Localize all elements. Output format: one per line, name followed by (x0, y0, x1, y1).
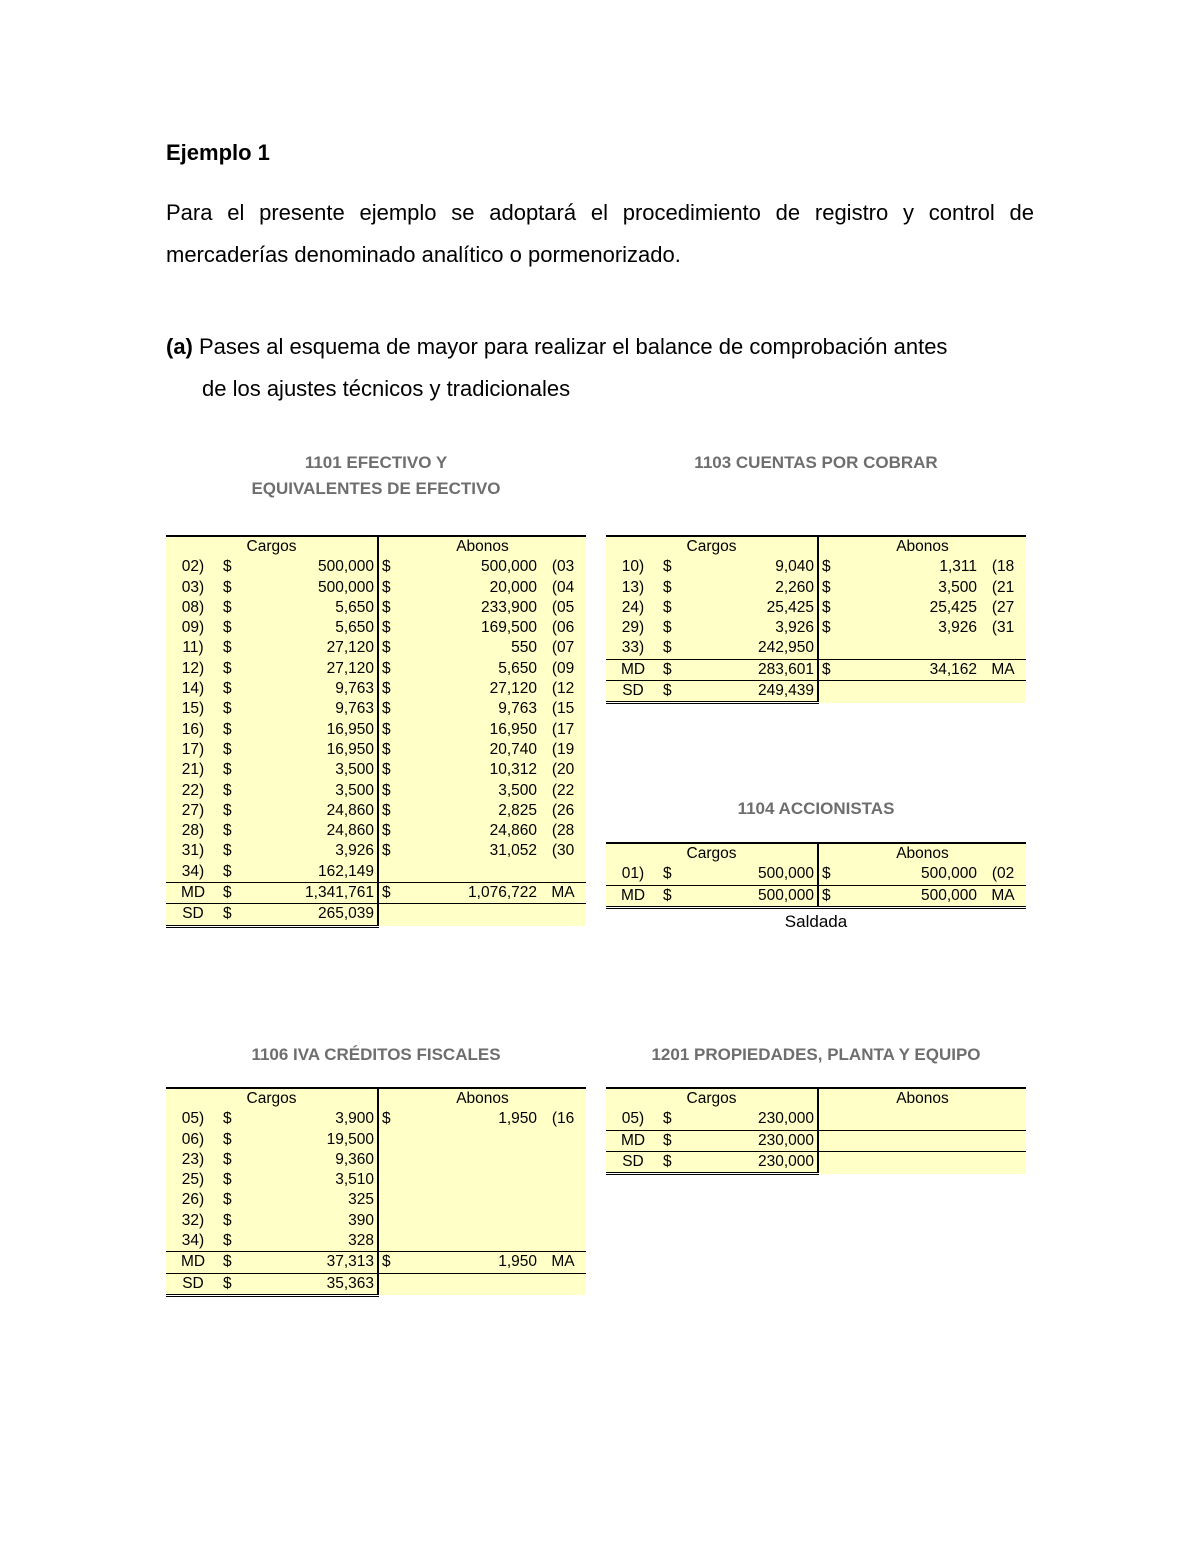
md-currency: $ (220, 1252, 242, 1273)
cargo-amount: 230,000 (682, 1109, 818, 1130)
sd-label: SD (606, 1151, 660, 1173)
ma-amount (840, 1130, 980, 1151)
md-label: MD (166, 883, 220, 904)
cargo-amount: 328 (242, 1231, 378, 1252)
ledger-row (166, 638, 586, 658)
entry-ref-abono (540, 1170, 586, 1190)
cargo-currency: $ (220, 1211, 242, 1231)
abono-amount (400, 1170, 540, 1190)
cargo-amount: 9,763 (242, 699, 378, 719)
cargo-currency: $ (220, 821, 242, 841)
cargos-header: Cargos (166, 536, 378, 557)
ledger-row (166, 1150, 586, 1170)
sd-empty (818, 681, 1026, 703)
ma-label: MA (980, 659, 1026, 680)
cargo-currency: $ (220, 841, 242, 861)
ledger-row (606, 557, 1026, 577)
cargo-currency: $ (220, 618, 242, 638)
abono-currency: $ (378, 638, 400, 658)
entry-ref: 05) (166, 1109, 220, 1129)
ledger-row (166, 740, 586, 760)
iva-title: 1106 IVA CRÉDITOS FISCALES (251, 1045, 501, 1064)
ledger-iva (166, 1087, 586, 1297)
md-amount: 283,601 (682, 659, 818, 680)
abono-amount (400, 1130, 540, 1150)
cargo-currency: $ (660, 1109, 682, 1130)
abonos-header: Abonos (818, 536, 1026, 557)
entry-ref-abono (540, 1231, 586, 1252)
entry-ref-abono: (27 (980, 598, 1026, 618)
ledger-accionistas (606, 842, 1026, 909)
cargo-amount: 3,926 (682, 618, 818, 638)
entry-ref: 27) (166, 801, 220, 821)
sd-empty (378, 904, 586, 926)
abono-amount: 25,425 (840, 598, 980, 618)
cargo-currency: $ (220, 720, 242, 740)
ledger-row (166, 1170, 586, 1190)
cargo-amount: 9,360 (242, 1150, 378, 1170)
abono-amount: 20,000 (400, 578, 540, 598)
cargo-currency: $ (220, 659, 242, 679)
entry-ref: 28) (166, 821, 220, 841)
sd-label: SD (606, 681, 660, 703)
ma-label: MA (980, 885, 1026, 907)
entry-ref: 24) (606, 598, 660, 618)
sd-row (606, 681, 1026, 703)
entry-ref: 16) (166, 720, 220, 740)
md-currency: $ (660, 885, 682, 907)
abono-currency: $ (378, 781, 400, 801)
cargo-currency: $ (220, 1170, 242, 1190)
entry-ref: 09) (166, 618, 220, 638)
ledger-header (606, 1088, 1026, 1109)
abono-amount: 500,000 (840, 864, 980, 885)
cargo-amount: 162,149 (242, 862, 378, 883)
abono-amount: 9,763 (400, 699, 540, 719)
ma-currency: $ (378, 883, 400, 904)
abono-amount: 31,052 (400, 841, 540, 861)
entry-ref-abono: (12 (540, 679, 586, 699)
abono-amount: 16,950 (400, 720, 540, 740)
cargo-amount: 325 (242, 1190, 378, 1210)
cargo-amount: 242,950 (682, 638, 818, 659)
abono-amount (840, 1109, 980, 1130)
entry-ref-abono: (19 (540, 740, 586, 760)
cargos-header: Cargos (606, 843, 818, 864)
abono-amount: 24,860 (400, 821, 540, 841)
ledger-row (606, 638, 1026, 659)
entry-ref-abono: (07 (540, 638, 586, 658)
cargos-header: Cargos (606, 1088, 818, 1109)
efectivo-title-line1: 1101 EFECTIVO Y (304, 453, 448, 472)
ledger-row (166, 699, 586, 719)
abono-currency: $ (378, 740, 400, 760)
md-amount: 1,341,761 (242, 883, 378, 904)
ledger-row (166, 659, 586, 679)
ledger-row (166, 578, 586, 598)
ma-amount: 34,162 (840, 659, 980, 680)
abono-currency (378, 1190, 400, 1210)
sd-currency: $ (220, 904, 242, 926)
cargo-currency: $ (220, 801, 242, 821)
accionistas-note: Saldada (784, 912, 848, 931)
entry-ref-abono: (31 (980, 618, 1026, 638)
cargo-currency: $ (220, 862, 242, 883)
abonos-header: Abonos (818, 843, 1026, 864)
intro-paragraph: Para el presente ejemplo se adoptará el procedimiento de registro y control de mercaderías denominado analítico o pormenorizado. (166, 200, 1034, 267)
cargo-currency: $ (220, 1150, 242, 1170)
cargo-amount: 2,260 (682, 578, 818, 598)
entry-ref-abono (540, 1190, 586, 1210)
abono-currency: $ (378, 598, 400, 618)
cargo-amount: 25,425 (682, 598, 818, 618)
sd-empty (378, 1273, 586, 1295)
ma-label (980, 1130, 1026, 1151)
sd-amount: 35,363 (242, 1273, 378, 1295)
cargo-currency: $ (220, 598, 242, 618)
abono-currency (378, 1130, 400, 1150)
cargo-amount: 16,950 (242, 740, 378, 760)
cargo-amount: 27,120 (242, 659, 378, 679)
entry-ref: 15) (166, 699, 220, 719)
abono-amount: 169,500 (400, 618, 540, 638)
md-row (606, 659, 1026, 680)
ledger-row (606, 618, 1026, 638)
md-row (166, 883, 586, 904)
abono-currency (378, 1211, 400, 1231)
entry-ref-abono (980, 1109, 1026, 1130)
accionistas-title: 1104 ACCIONISTAS (737, 799, 895, 818)
sd-row (166, 904, 586, 926)
entry-ref-abono: (30 (540, 841, 586, 861)
section-a (166, 326, 1046, 410)
ledger-row (166, 1231, 586, 1252)
ledger-row (166, 1109, 586, 1129)
abono-currency: $ (378, 679, 400, 699)
md-amount: 500,000 (682, 885, 818, 907)
cargo-currency: $ (220, 760, 242, 780)
ledger-row (166, 1190, 586, 1210)
sd-label: SD (166, 904, 220, 926)
abono-currency: $ (378, 578, 400, 598)
ledger-row (166, 862, 586, 883)
cargos-header: Cargos (166, 1088, 378, 1109)
cargo-currency: $ (220, 638, 242, 658)
entry-ref: 21) (166, 760, 220, 780)
cargo-amount: 24,860 (242, 821, 378, 841)
md-label: MD (166, 1252, 220, 1273)
abono-amount: 2,825 (400, 801, 540, 821)
cargo-currency: $ (220, 679, 242, 699)
entry-ref: 05) (606, 1109, 660, 1130)
sd-row (166, 1273, 586, 1295)
entry-ref: 32) (166, 1211, 220, 1231)
cargo-amount: 500,000 (682, 864, 818, 885)
cargo-currency: $ (220, 699, 242, 719)
entry-ref-abono: (22 (540, 781, 586, 801)
abono-amount (400, 1150, 540, 1170)
md-row (606, 885, 1026, 907)
entry-ref-abono: (15 (540, 699, 586, 719)
md-amount: 37,313 (242, 1252, 378, 1273)
ledger-row (166, 598, 586, 618)
abono-amount (400, 1231, 540, 1252)
md-row (606, 1130, 1026, 1151)
abonos-header: Abonos (378, 536, 586, 557)
md-label: MD (606, 885, 660, 907)
abono-currency: $ (378, 720, 400, 740)
ledger-header (606, 843, 1026, 864)
cxc-title: 1103 CUENTAS POR COBRAR (694, 453, 938, 472)
entry-ref: 01) (606, 864, 660, 885)
entry-ref-abono: (28 (540, 821, 586, 841)
cargo-amount: 27,120 (242, 638, 378, 658)
abono-currency: $ (378, 760, 400, 780)
cargo-currency: $ (660, 578, 682, 598)
abono-currency: $ (818, 578, 840, 598)
propiedades-title: 1201 PROPIEDADES, PLANTA Y EQUIPO (651, 1045, 981, 1064)
sd-amount: 249,439 (682, 681, 818, 703)
abono-currency: $ (818, 618, 840, 638)
ledger-row (166, 841, 586, 861)
abono-amount: 20,740 (400, 740, 540, 760)
entry-ref-abono: (02 (980, 864, 1026, 885)
cargo-currency: $ (220, 557, 242, 577)
section-a-label: (a) (166, 334, 193, 359)
sd-amount: 265,039 (242, 904, 378, 926)
ledger-row (606, 598, 1026, 618)
cargo-currency: $ (220, 1231, 242, 1252)
abono-amount: 500,000 (400, 557, 540, 577)
efectivo-title-line2: EQUIVALENTES DE EFECTIVO (251, 479, 501, 498)
md-currency: $ (660, 659, 682, 680)
md-currency: $ (220, 883, 242, 904)
entry-ref: 23) (166, 1150, 220, 1170)
md-currency: $ (660, 1130, 682, 1151)
entry-ref-abono: (21 (980, 578, 1026, 598)
ledger-row (166, 821, 586, 841)
entry-ref: 26) (166, 1190, 220, 1210)
cargo-amount: 390 (242, 1211, 378, 1231)
sd-amount: 230,000 (682, 1151, 818, 1173)
entry-ref-abono (540, 1211, 586, 1231)
cargo-currency: $ (220, 1109, 242, 1129)
abono-currency: $ (378, 618, 400, 638)
cargo-amount: 3,500 (242, 760, 378, 780)
md-amount: 230,000 (682, 1130, 818, 1151)
abono-amount: 10,312 (400, 760, 540, 780)
cargo-currency: $ (660, 618, 682, 638)
entry-ref: 13) (606, 578, 660, 598)
ledger-row (606, 864, 1026, 885)
ma-amount: 1,950 (400, 1252, 540, 1273)
entry-ref-abono: (18 (980, 557, 1026, 577)
entry-ref-abono: (05 (540, 598, 586, 618)
abono-amount: 1,950 (400, 1109, 540, 1129)
cargo-currency: $ (660, 598, 682, 618)
sd-currency: $ (220, 1273, 242, 1295)
ma-label: MA (540, 883, 586, 904)
section-a-line1: Pases al esquema de mayor para realizar el balance de comprobación antes (192, 334, 948, 359)
efectivo-title (166, 450, 586, 502)
abono-amount (400, 862, 540, 883)
cargo-currency: $ (220, 1190, 242, 1210)
entry-ref: 10) (606, 557, 660, 577)
entry-ref: 02) (166, 557, 220, 577)
sd-label: SD (166, 1273, 220, 1295)
abono-currency: $ (378, 659, 400, 679)
abono-amount: 3,500 (400, 781, 540, 801)
ma-amount: 1,076,722 (400, 883, 540, 904)
cargo-amount: 3,900 (242, 1109, 378, 1129)
cargo-amount: 500,000 (242, 557, 378, 577)
ledger-propiedades (606, 1087, 1026, 1175)
ledger-row (166, 760, 586, 780)
sd-currency: $ (660, 1151, 682, 1173)
cargo-amount: 5,650 (242, 618, 378, 638)
abono-amount: 233,900 (400, 598, 540, 618)
cargo-amount: 9,040 (682, 557, 818, 577)
entry-ref-abono (980, 638, 1026, 659)
abono-amount: 550 (400, 638, 540, 658)
entry-ref-abono: (09 (540, 659, 586, 679)
abono-currency: $ (378, 821, 400, 841)
ledger-row (166, 1130, 586, 1150)
abono-currency (818, 1109, 840, 1130)
cargo-amount: 500,000 (242, 578, 378, 598)
ma-currency (818, 1130, 840, 1151)
ledger-header (166, 1088, 586, 1109)
entry-ref: 11) (166, 638, 220, 658)
abono-currency: $ (378, 801, 400, 821)
abono-currency (378, 1231, 400, 1252)
abono-currency: $ (818, 598, 840, 618)
entry-ref: 12) (166, 659, 220, 679)
cargo-amount: 16,950 (242, 720, 378, 740)
entry-ref-abono: (17 (540, 720, 586, 740)
ledger-header (606, 536, 1026, 557)
cargo-currency: $ (660, 638, 682, 659)
abono-amount: 27,120 (400, 679, 540, 699)
entry-ref-abono (540, 1130, 586, 1150)
section-a-line2: de los ajustes técnicos y tradicionales (202, 376, 571, 401)
ledger-cuentas-por-cobrar (606, 535, 1026, 704)
entry-ref: 08) (166, 598, 220, 618)
entry-ref: 33) (606, 638, 660, 659)
entry-ref-abono (540, 1150, 586, 1170)
abonos-header: Abonos (818, 1088, 1026, 1109)
abono-currency: $ (378, 699, 400, 719)
abono-currency: $ (378, 557, 400, 577)
cargo-amount: 5,650 (242, 598, 378, 618)
ledger-row (166, 781, 586, 801)
sd-currency: $ (660, 681, 682, 703)
ledger-row (166, 679, 586, 699)
page-heading: Ejemplo 1 (166, 140, 270, 165)
cargo-amount: 24,860 (242, 801, 378, 821)
md-row (166, 1252, 586, 1273)
entry-ref-abono: (26 (540, 801, 586, 821)
cargo-currency: $ (220, 578, 242, 598)
entry-ref: 22) (166, 781, 220, 801)
ma-label: MA (540, 1252, 586, 1273)
abono-currency (818, 638, 840, 659)
entry-ref: 14) (166, 679, 220, 699)
entry-ref-abono: (03 (540, 557, 586, 577)
cargo-amount: 9,763 (242, 679, 378, 699)
ledger-row (166, 720, 586, 740)
cargo-currency: $ (220, 781, 242, 801)
cargo-amount: 3,510 (242, 1170, 378, 1190)
entry-ref-abono: (04 (540, 578, 586, 598)
entry-ref-abono: (06 (540, 618, 586, 638)
entry-ref: 17) (166, 740, 220, 760)
entry-ref-abono (540, 862, 586, 883)
ma-currency: $ (378, 1252, 400, 1273)
cargo-amount: 3,500 (242, 781, 378, 801)
entry-ref: 25) (166, 1170, 220, 1190)
md-label: MD (606, 1130, 660, 1151)
cargo-currency: $ (220, 740, 242, 760)
abono-currency: $ (378, 841, 400, 861)
ledger-row (606, 578, 1026, 598)
entry-ref-abono: (20 (540, 760, 586, 780)
sd-empty (818, 1151, 1026, 1173)
entry-ref-abono: (16 (540, 1109, 586, 1129)
entry-ref: 29) (606, 618, 660, 638)
abono-currency: $ (818, 864, 840, 885)
ma-amount: 500,000 (840, 885, 980, 907)
entry-ref: 06) (166, 1130, 220, 1150)
abono-amount: 5,650 (400, 659, 540, 679)
abono-currency: $ (378, 1109, 400, 1129)
abono-amount: 1,311 (840, 557, 980, 577)
cargo-currency: $ (660, 557, 682, 577)
ledger-header (166, 536, 586, 557)
ledger-row (166, 801, 586, 821)
cargo-currency: $ (220, 1130, 242, 1150)
cargo-amount: 3,926 (242, 841, 378, 861)
abono-amount (400, 1211, 540, 1231)
entry-ref: 31) (166, 841, 220, 861)
ma-currency: $ (818, 659, 840, 680)
entry-ref: 34) (166, 862, 220, 883)
abono-amount: 3,926 (840, 618, 980, 638)
abono-currency (378, 862, 400, 883)
ledger-efectivo (166, 535, 586, 928)
abonos-header: Abonos (378, 1088, 586, 1109)
abono-currency (378, 1170, 400, 1190)
md-label: MD (606, 659, 660, 680)
abono-amount (400, 1190, 540, 1210)
ledger-row (606, 1109, 1026, 1130)
abono-currency (378, 1150, 400, 1170)
ledger-row (166, 618, 586, 638)
abono-currency: $ (818, 557, 840, 577)
ledger-row (166, 1211, 586, 1231)
cargos-header: Cargos (606, 536, 818, 557)
abono-amount (840, 638, 980, 659)
cargo-currency: $ (660, 864, 682, 885)
cargo-amount: 19,500 (242, 1130, 378, 1150)
abono-amount: 3,500 (840, 578, 980, 598)
ma-currency: $ (818, 885, 840, 907)
ledger-row (166, 557, 586, 577)
sd-row (606, 1151, 1026, 1173)
entry-ref: 03) (166, 578, 220, 598)
entry-ref: 34) (166, 1231, 220, 1252)
